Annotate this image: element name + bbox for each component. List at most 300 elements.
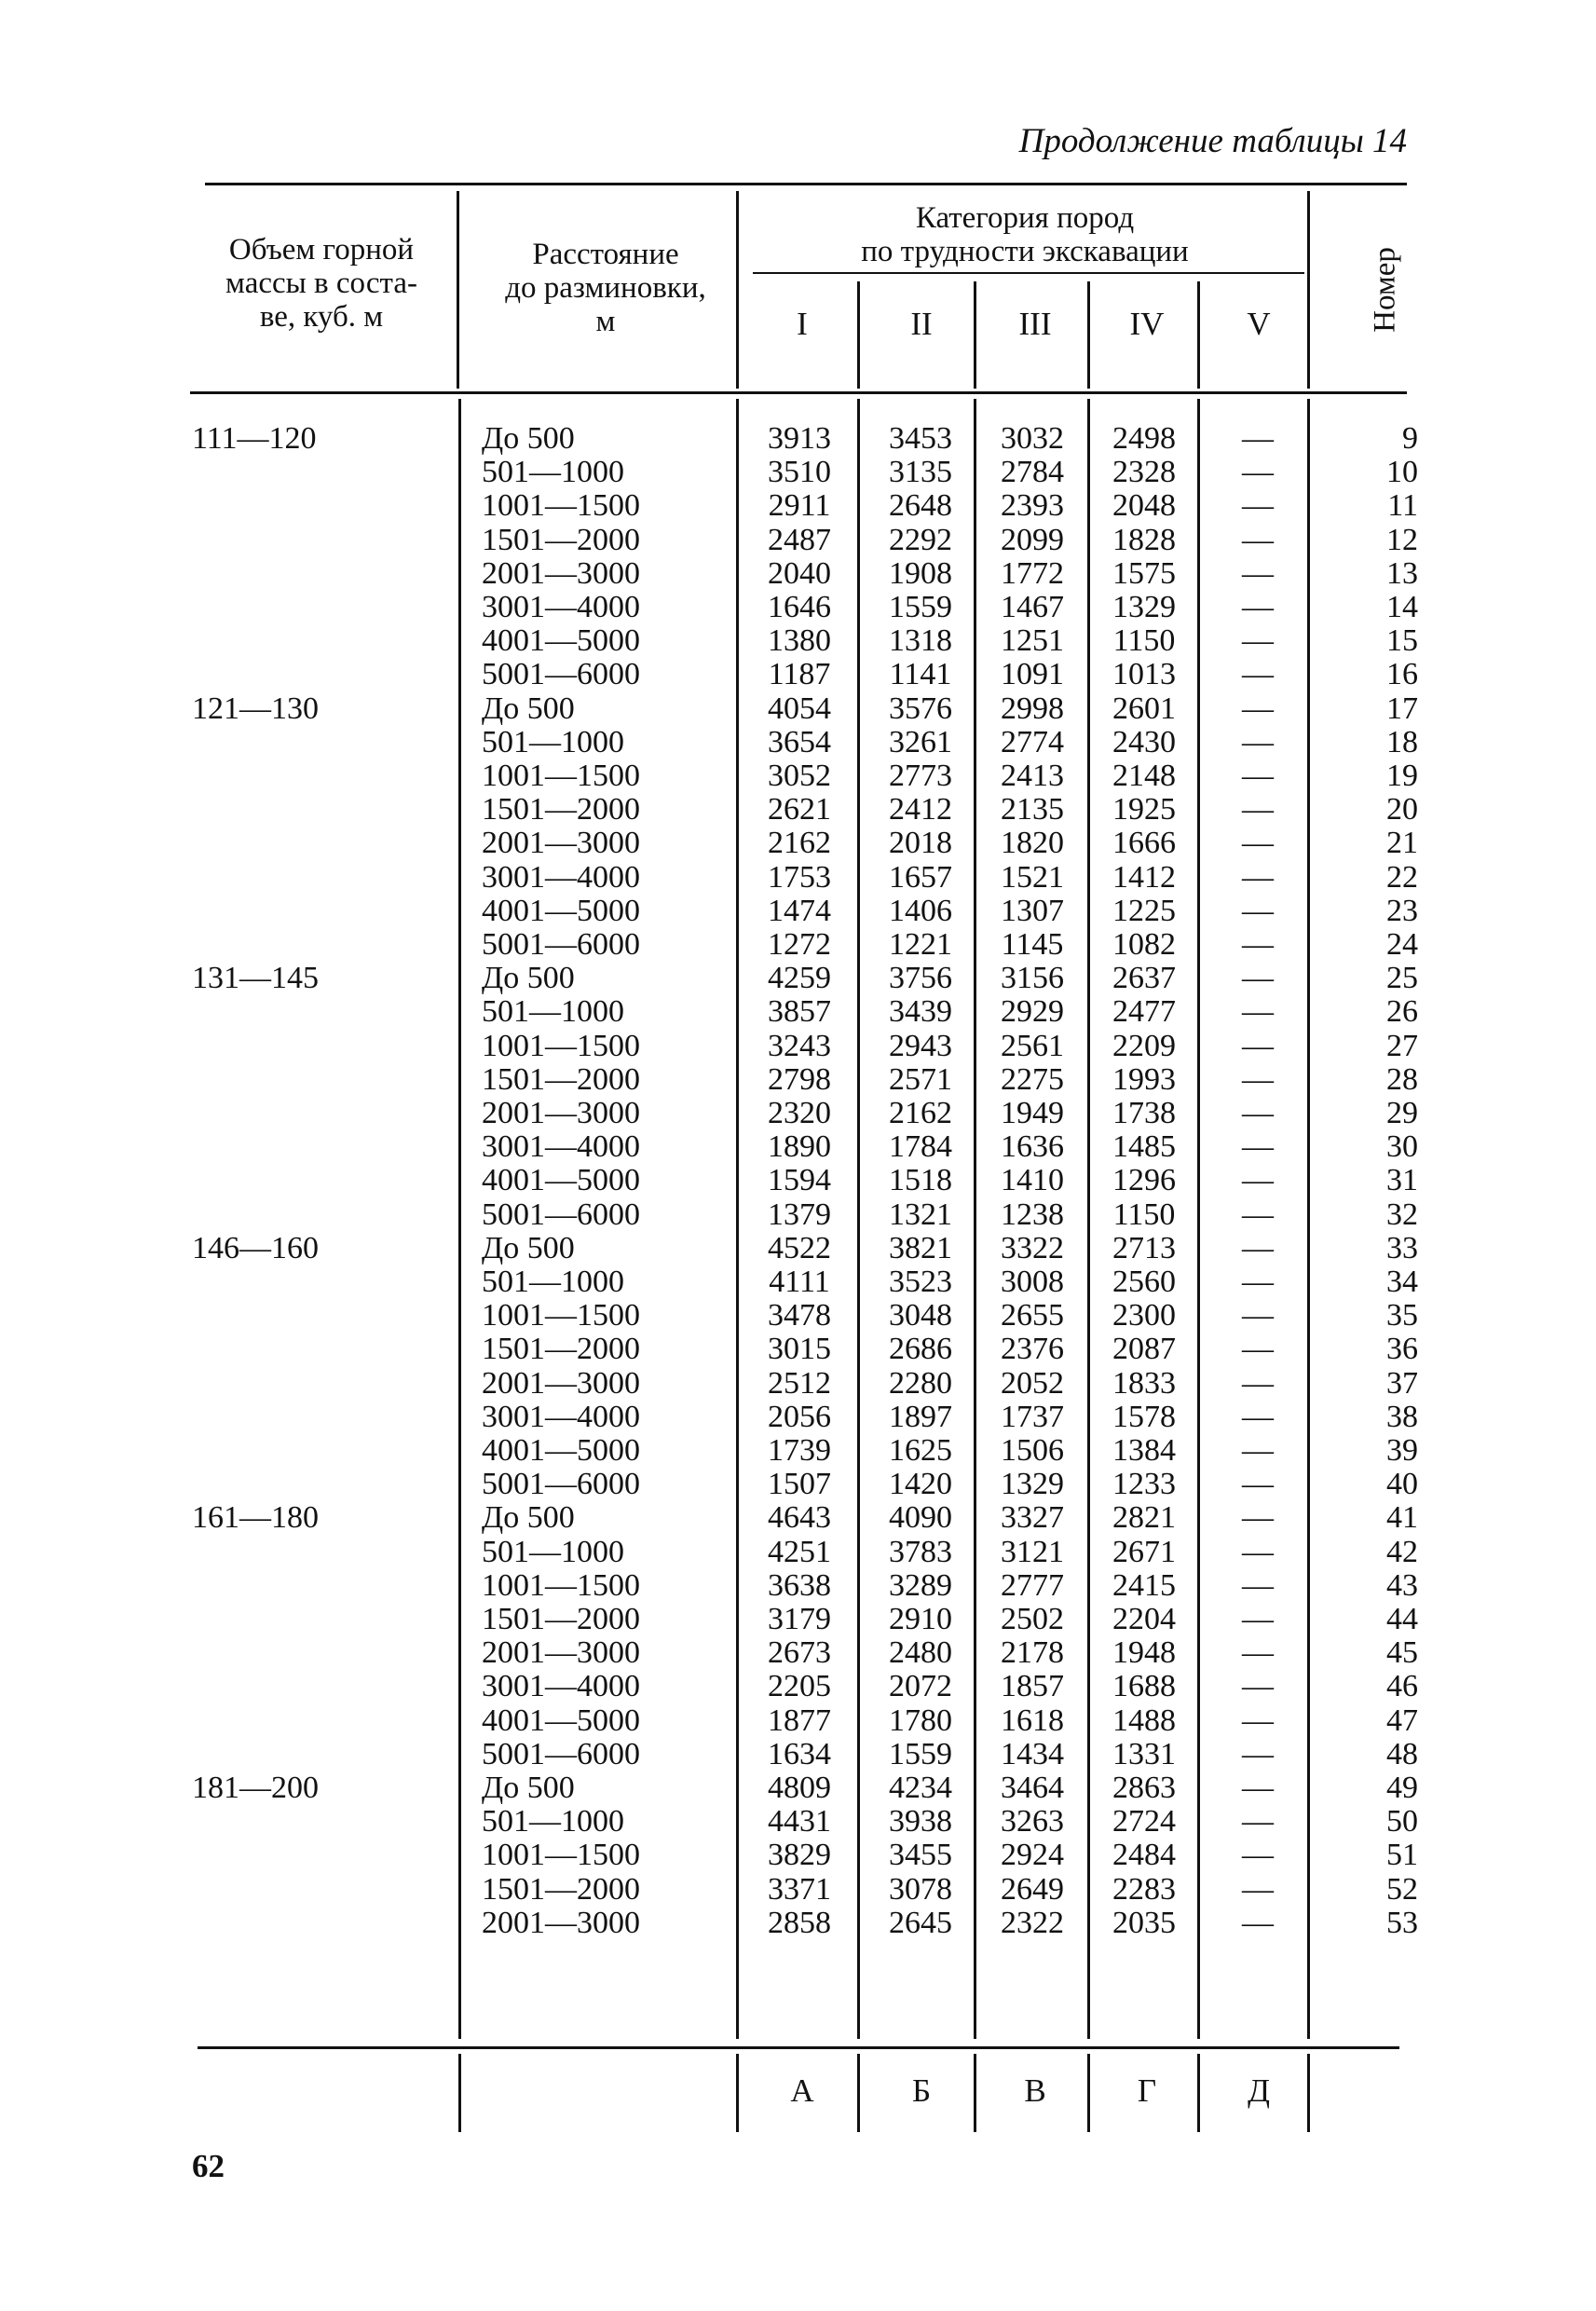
value-cell: 1410 (1001, 1163, 1064, 1197)
row-number: 14 (1386, 590, 1418, 624)
value-cell: 3829 (768, 1838, 831, 1872)
value-cell: 3523 (889, 1265, 952, 1299)
value-cell: — (1242, 1400, 1274, 1434)
value-cell: 1688 (1112, 1669, 1176, 1703)
value-cell: 1618 (1001, 1703, 1064, 1738)
value-cell: — (1242, 1737, 1274, 1771)
value-cell: 2929 (1001, 994, 1064, 1029)
value-cell: 2724 (1112, 1804, 1176, 1839)
row-number: 27 (1386, 1029, 1418, 1063)
distance-cell: 501—1000 (482, 1804, 624, 1839)
row-number: 46 (1386, 1669, 1418, 1703)
value-cell: 1772 (1001, 556, 1064, 591)
value-cell: 2655 (1001, 1298, 1064, 1333)
value-cell: 1833 (1112, 1366, 1176, 1401)
table-caption: Продолжение таблицы 14 (1018, 122, 1407, 160)
distance-cell: До 500 (482, 1500, 575, 1535)
value-cell: 2645 (889, 1906, 952, 1940)
value-cell: 2637 (1112, 961, 1176, 995)
volume-range: 131—145 (192, 961, 319, 995)
value-cell: — (1242, 1129, 1274, 1164)
header-cat-ii: II (910, 306, 933, 342)
value-cell: — (1242, 657, 1274, 691)
vrule-body (736, 399, 739, 2039)
value-cell: 1238 (1001, 1197, 1064, 1232)
row-number: 19 (1386, 759, 1418, 793)
value-cell: — (1242, 759, 1274, 793)
value-cell: — (1242, 1804, 1274, 1839)
value-cell: 3821 (889, 1231, 952, 1265)
value-cell: 2477 (1112, 994, 1176, 1029)
value-cell: — (1242, 488, 1274, 523)
value-cell: 1379 (768, 1197, 831, 1232)
value-cell: 2561 (1001, 1029, 1064, 1063)
row-number: 42 (1386, 1535, 1418, 1569)
row-number: 16 (1386, 657, 1418, 691)
footer-letter-b: Б (911, 2072, 932, 2109)
value-cell: — (1242, 927, 1274, 962)
value-cell: — (1242, 1163, 1274, 1197)
value-cell: 3453 (889, 421, 952, 456)
footer-letter-v: В (1024, 2072, 1046, 2109)
value-cell: — (1242, 1029, 1274, 1063)
value-cell: — (1242, 994, 1274, 1029)
value-cell: 3289 (889, 1568, 952, 1603)
distance-cell: 5001—6000 (482, 927, 640, 962)
value-cell: 2035 (1112, 1906, 1176, 1940)
value-cell: 4234 (889, 1771, 952, 1805)
value-cell: 1753 (768, 860, 831, 895)
value-cell: 3576 (889, 691, 952, 726)
value-cell: 1857 (1001, 1669, 1064, 1703)
header-cat-iv: IV (1129, 306, 1165, 342)
distance-cell: 2001—3000 (482, 1366, 640, 1401)
distance-cell: 501—1000 (482, 455, 624, 489)
value-cell: 1578 (1112, 1400, 1176, 1434)
value-cell: 2178 (1001, 1635, 1064, 1670)
value-cell: 3322 (1001, 1231, 1064, 1265)
value-cell: 2148 (1112, 759, 1176, 793)
value-cell: 1521 (1001, 860, 1064, 895)
header-category (745, 201, 1304, 268)
value-cell: — (1242, 1433, 1274, 1468)
row-number: 40 (1386, 1467, 1418, 1501)
value-cell: 1406 (889, 894, 952, 928)
value-cell: 1221 (889, 927, 952, 962)
value-cell: 2943 (889, 1029, 952, 1063)
value-cell: 3135 (889, 455, 952, 489)
value-cell: 4090 (889, 1500, 952, 1535)
value-cell: 2205 (768, 1669, 831, 1703)
vrule-footer (736, 2054, 739, 2132)
distance-cell: 1501—2000 (482, 523, 640, 557)
value-cell: 2413 (1001, 759, 1064, 793)
value-cell: 3243 (768, 1029, 831, 1063)
value-cell: 2858 (768, 1906, 831, 1940)
value-cell: 1877 (768, 1703, 831, 1738)
value-cell: 3756 (889, 961, 952, 995)
distance-cell: До 500 (482, 1771, 575, 1805)
header-category-line: по трудности экскавации (861, 235, 1189, 268)
value-cell: 2393 (1001, 488, 1064, 523)
value-cell: 1331 (1112, 1737, 1176, 1771)
distance-cell: До 500 (482, 421, 575, 456)
distance-cell: 3001—4000 (482, 1400, 640, 1434)
row-number: 15 (1386, 623, 1418, 658)
row-number: 28 (1386, 1062, 1418, 1097)
value-cell: 1739 (768, 1433, 831, 1468)
value-cell: 1150 (1112, 623, 1176, 658)
distance-cell: 3001—4000 (482, 860, 640, 895)
value-cell: 1412 (1112, 860, 1176, 895)
value-cell: — (1242, 421, 1274, 456)
row-number: 51 (1386, 1838, 1418, 1872)
value-cell: 2072 (889, 1669, 952, 1703)
distance-cell: 3001—4000 (482, 590, 640, 624)
value-cell: 3008 (1001, 1265, 1064, 1299)
value-cell: 2099 (1001, 523, 1064, 557)
value-cell: — (1242, 1535, 1274, 1569)
value-cell: 2502 (1001, 1602, 1064, 1636)
value-cell: — (1242, 1265, 1274, 1299)
row-number: 45 (1386, 1635, 1418, 1670)
row-number: 50 (1386, 1804, 1418, 1839)
row-number: 39 (1386, 1433, 1418, 1468)
value-cell: 3478 (768, 1298, 831, 1333)
distance-cell: 1001—1500 (482, 1298, 640, 1333)
value-cell: 2376 (1001, 1332, 1064, 1366)
header-volume-line: Объем горной (228, 233, 415, 267)
vrule-header (1307, 191, 1310, 389)
row-number: 24 (1386, 927, 1418, 962)
row-number: 30 (1386, 1129, 1418, 1164)
value-cell: — (1242, 826, 1274, 860)
row-number: 37 (1386, 1366, 1418, 1401)
value-cell: — (1242, 1703, 1274, 1738)
distance-cell: 4001—5000 (482, 1703, 640, 1738)
row-number: 23 (1386, 894, 1418, 928)
value-cell: 2910 (889, 1602, 952, 1636)
value-cell: 4111 (769, 1265, 830, 1299)
value-cell: 1559 (889, 590, 952, 624)
value-cell: 3455 (889, 1838, 952, 1872)
value-cell: 2283 (1112, 1872, 1176, 1907)
value-cell: 3439 (889, 994, 952, 1029)
value-cell: 3052 (768, 759, 831, 793)
row-number: 36 (1386, 1332, 1418, 1366)
distance-cell: 1501—2000 (482, 792, 640, 827)
distance-cell: 3001—4000 (482, 1129, 640, 1164)
distance-cell: 1501—2000 (482, 1602, 640, 1636)
distance-cell: 4001—5000 (482, 1433, 640, 1468)
value-cell: — (1242, 623, 1274, 658)
footer-letter-d: Д (1248, 2072, 1270, 2109)
value-cell: 2649 (1001, 1872, 1064, 1907)
value-cell: 3510 (768, 455, 831, 489)
distance-cell: 1501—2000 (482, 1332, 640, 1366)
distance-cell: 2001—3000 (482, 1635, 640, 1670)
value-cell: 1225 (1112, 894, 1176, 928)
page-number: 62 (192, 2148, 225, 2184)
value-cell: 3156 (1001, 961, 1064, 995)
distance-cell: 4001—5000 (482, 894, 640, 928)
value-cell: — (1242, 1568, 1274, 1603)
value-cell: 4054 (768, 691, 831, 726)
value-cell: 1559 (889, 1737, 952, 1771)
header-cat-i: I (797, 306, 808, 342)
volume-range: 146—160 (192, 1231, 319, 1265)
value-cell: — (1242, 1332, 1274, 1366)
distance-cell: 1001—1500 (482, 1838, 640, 1872)
value-cell: 2798 (768, 1062, 831, 1097)
row-number: 13 (1386, 556, 1418, 591)
volume-range: 111—120 (192, 421, 317, 456)
row-number: 20 (1386, 792, 1418, 827)
distance-cell: 2001—3000 (482, 826, 640, 860)
row-number: 49 (1386, 1771, 1418, 1805)
value-cell: 1666 (1112, 826, 1176, 860)
value-cell: 2648 (889, 488, 952, 523)
row-number: 9 (1402, 421, 1418, 456)
value-cell: 4431 (768, 1804, 831, 1839)
value-cell: — (1242, 1298, 1274, 1333)
value-cell: 1784 (889, 1129, 952, 1164)
header-distance (466, 238, 745, 338)
value-cell: — (1242, 1602, 1274, 1636)
header-volume-line: ве, куб. м (259, 300, 384, 334)
value-cell: 3078 (889, 1872, 952, 1907)
distance-cell: 1001—1500 (482, 488, 640, 523)
value-cell: 2571 (889, 1062, 952, 1097)
value-cell: 1233 (1112, 1467, 1176, 1501)
distance-cell: До 500 (482, 1231, 575, 1265)
value-cell: — (1242, 1635, 1274, 1670)
row-number: 47 (1386, 1703, 1418, 1738)
value-cell: 1296 (1112, 1163, 1176, 1197)
value-cell: 2048 (1112, 488, 1176, 523)
vrule-header (1087, 281, 1090, 389)
value-cell: 3032 (1001, 421, 1064, 456)
rule-category (753, 272, 1304, 274)
header-distance-line: до разминовки, (505, 271, 706, 305)
row-number: 21 (1386, 826, 1418, 860)
value-cell: 4809 (768, 1771, 831, 1805)
value-cell: — (1242, 860, 1274, 895)
value-cell: — (1242, 1467, 1274, 1501)
value-cell: 1467 (1001, 590, 1064, 624)
value-cell: 2512 (768, 1366, 831, 1401)
row-number: 10 (1386, 455, 1418, 489)
value-cell: 2292 (889, 523, 952, 557)
value-cell: — (1242, 691, 1274, 726)
value-cell: 2209 (1112, 1029, 1176, 1063)
distance-cell: 3001—4000 (482, 1669, 640, 1703)
value-cell: 3261 (889, 725, 952, 759)
value-cell: 2713 (1112, 1231, 1176, 1265)
value-cell: 1091 (1001, 657, 1064, 691)
value-cell: 4522 (768, 1231, 831, 1265)
value-cell: 2300 (1112, 1298, 1176, 1333)
value-cell: 3263 (1001, 1804, 1064, 1839)
value-cell: 1506 (1001, 1433, 1064, 1468)
vrule-body (458, 399, 461, 2039)
value-cell: — (1242, 1231, 1274, 1265)
value-cell: — (1242, 590, 1274, 624)
distance-cell: 2001—3000 (482, 1906, 640, 1940)
row-number: 31 (1386, 1163, 1418, 1197)
vrule-header (1197, 281, 1200, 389)
distance-cell: 1001—1500 (482, 1568, 640, 1603)
value-cell: 2924 (1001, 1838, 1064, 1872)
value-cell: 2280 (889, 1366, 952, 1401)
value-cell: 3638 (768, 1568, 831, 1603)
value-cell: 1594 (768, 1163, 831, 1197)
distance-cell: 501—1000 (482, 725, 624, 759)
value-cell: 1820 (1001, 826, 1064, 860)
value-cell: 1634 (768, 1737, 831, 1771)
value-cell: 2162 (768, 826, 831, 860)
distance-cell: 1501—2000 (482, 1872, 640, 1907)
value-cell: 3913 (768, 421, 831, 456)
value-cell: 2863 (1112, 1771, 1176, 1805)
header-cat-v: V (1247, 306, 1271, 342)
value-cell: 2135 (1001, 792, 1064, 827)
value-cell: — (1242, 792, 1274, 827)
header-category-line: Категория пород (915, 201, 1135, 235)
header-cat-iii: III (1018, 306, 1052, 342)
value-cell: 1329 (1001, 1467, 1064, 1501)
distance-cell: 501—1000 (482, 1265, 624, 1299)
distance-cell: 2001—3000 (482, 1096, 640, 1130)
footer-letter-g: Г (1137, 2072, 1157, 2109)
value-cell: 1150 (1112, 1197, 1176, 1232)
value-cell: 2480 (889, 1635, 952, 1670)
row-number: 29 (1386, 1096, 1418, 1130)
value-cell: 1948 (1112, 1635, 1176, 1670)
distance-cell: 5001—6000 (482, 1197, 640, 1232)
distance-cell: 4001—5000 (482, 623, 640, 658)
value-cell: 1507 (768, 1467, 831, 1501)
value-cell: 1949 (1001, 1096, 1064, 1130)
value-cell: 4251 (768, 1535, 831, 1569)
vrule-body (857, 399, 860, 2039)
value-cell: 1380 (768, 623, 831, 658)
value-cell: 2821 (1112, 1500, 1176, 1535)
distance-cell: 501—1000 (482, 1535, 624, 1569)
value-cell: 2774 (1001, 725, 1064, 759)
value-cell: 2322 (1001, 1906, 1064, 1940)
value-cell: 2911 (768, 488, 831, 523)
row-number: 43 (1386, 1568, 1418, 1603)
row-number: 12 (1386, 523, 1418, 557)
row-number: 33 (1386, 1231, 1418, 1265)
footer-letter-a: А (790, 2072, 814, 2109)
row-number: 26 (1386, 994, 1418, 1029)
value-cell: 1013 (1112, 657, 1176, 691)
row-number: 41 (1386, 1500, 1418, 1535)
value-cell: 3857 (768, 994, 831, 1029)
value-cell: 1636 (1001, 1129, 1064, 1164)
value-cell: 2087 (1112, 1332, 1176, 1366)
value-cell: 1993 (1112, 1062, 1176, 1097)
value-cell: — (1242, 1366, 1274, 1401)
value-cell: 1737 (1001, 1400, 1064, 1434)
value-cell: — (1242, 1872, 1274, 1907)
value-cell: — (1242, 1500, 1274, 1535)
value-cell: 1082 (1112, 927, 1176, 962)
value-cell: 1488 (1112, 1703, 1176, 1738)
rule-top (205, 183, 1407, 185)
value-cell: 1897 (889, 1400, 952, 1434)
row-number: 53 (1386, 1906, 1418, 1940)
distance-cell: 2001—3000 (482, 556, 640, 591)
vrule-header (736, 191, 739, 389)
value-cell: — (1242, 1062, 1274, 1097)
value-cell: 2601 (1112, 691, 1176, 726)
value-cell: 3464 (1001, 1771, 1064, 1805)
value-cell: 2320 (768, 1096, 831, 1130)
row-number: 25 (1386, 961, 1418, 995)
value-cell: 1272 (768, 927, 831, 962)
value-cell: 3179 (768, 1602, 831, 1636)
vrule-header (457, 191, 459, 389)
value-cell: 2498 (1112, 421, 1176, 456)
value-cell: 3783 (889, 1535, 952, 1569)
value-cell: 1318 (889, 623, 952, 658)
distance-cell: 5001—6000 (482, 657, 640, 691)
header-number (1334, 239, 1437, 341)
value-cell: 3327 (1001, 1500, 1064, 1535)
distance-cell: 4001—5000 (482, 1163, 640, 1197)
distance-cell: 1501—2000 (482, 1062, 640, 1097)
row-number: 32 (1386, 1197, 1418, 1232)
value-cell: 3015 (768, 1332, 831, 1366)
value-cell: 3371 (768, 1872, 831, 1907)
value-cell: 2484 (1112, 1838, 1176, 1872)
value-cell: 2412 (889, 792, 952, 827)
row-number: 11 (1387, 488, 1418, 523)
value-cell: 1307 (1001, 894, 1064, 928)
value-cell: — (1242, 961, 1274, 995)
value-cell: — (1242, 725, 1274, 759)
value-cell: 1657 (889, 860, 952, 895)
value-cell: 1384 (1112, 1433, 1176, 1468)
value-cell: — (1242, 1838, 1274, 1872)
value-cell: — (1242, 1096, 1274, 1130)
value-cell: 3121 (1001, 1535, 1064, 1569)
distance-cell: 5001—6000 (482, 1467, 640, 1501)
value-cell: 1474 (768, 894, 831, 928)
row-number: 48 (1386, 1737, 1418, 1771)
distance-cell: До 500 (482, 691, 575, 726)
row-number: 44 (1386, 1602, 1418, 1636)
value-cell: 2204 (1112, 1602, 1176, 1636)
value-cell: 2018 (889, 826, 952, 860)
volume-range: 121—130 (192, 691, 319, 726)
value-cell: 2784 (1001, 455, 1064, 489)
vrule-header (974, 281, 976, 389)
value-cell: — (1242, 556, 1274, 591)
rule-body-bottom (198, 2046, 1399, 2049)
value-cell: 3048 (889, 1298, 952, 1333)
row-number: 38 (1386, 1400, 1418, 1434)
value-cell: 1925 (1112, 792, 1176, 827)
distance-cell: 1001—1500 (482, 1029, 640, 1063)
distance-cell: До 500 (482, 961, 575, 995)
value-cell: 1828 (1112, 523, 1176, 557)
value-cell: — (1242, 1906, 1274, 1940)
vrule-footer (458, 2054, 461, 2132)
